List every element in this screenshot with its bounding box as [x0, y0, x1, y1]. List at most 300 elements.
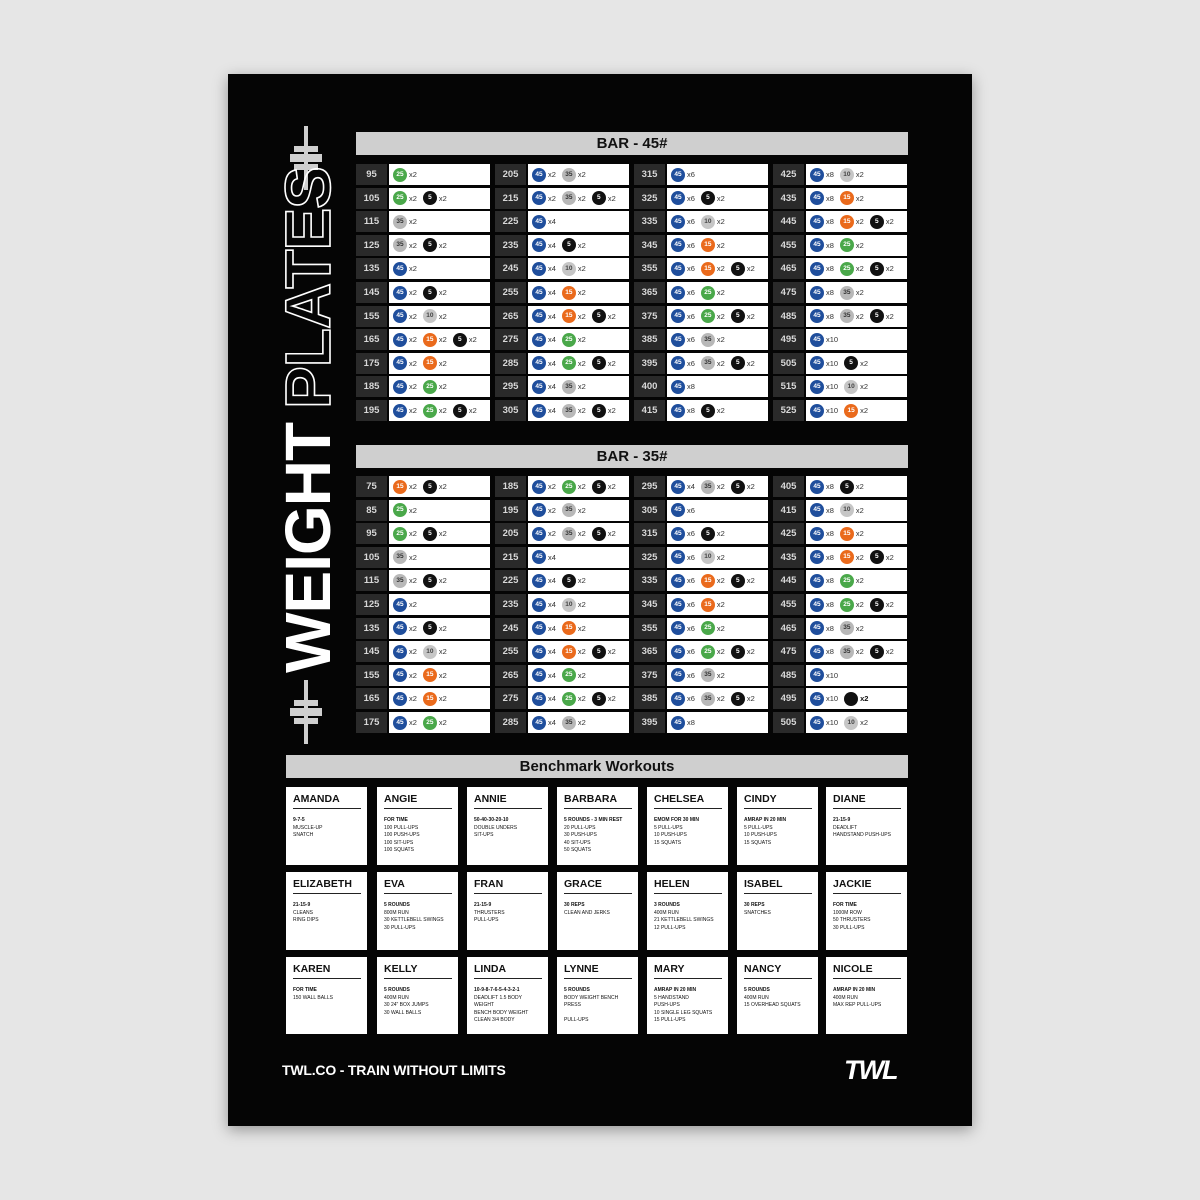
workout-name: DIANE	[833, 793, 901, 809]
plate-quantity: x2	[548, 193, 556, 203]
workout-details	[474, 987, 542, 1025]
workout-movement: 400M RUN	[833, 994, 858, 1001]
plate-5-icon: 5	[840, 480, 854, 494]
plate-25-icon: 25	[393, 191, 407, 205]
workout-details	[744, 987, 812, 1010]
plate-quantity: x2	[716, 311, 725, 321]
plate-45-icon: 45	[810, 574, 824, 588]
plate-45-icon: 45	[532, 574, 546, 588]
plate-cell	[495, 353, 629, 374]
plate-45-icon: 45	[810, 238, 824, 252]
plate-45-icon: 45	[532, 168, 546, 182]
plate-45-icon: 45	[810, 598, 824, 612]
plate-5-icon: 5	[701, 527, 715, 541]
plate-combo	[806, 282, 907, 303]
plate-combo	[528, 641, 629, 662]
plate-combo	[806, 188, 907, 209]
plate-45-icon: 45	[810, 168, 824, 182]
workout-name: ISABEL	[744, 878, 812, 894]
total-weight: 505	[773, 712, 804, 733]
plate-combo	[389, 712, 490, 733]
plate-45-icon: 45	[671, 404, 685, 418]
title-word-weight: WEIGHT	[272, 422, 344, 673]
total-weight: 335	[634, 211, 665, 232]
plate-combo	[806, 476, 907, 497]
plate-cell	[495, 523, 629, 544]
plate-combo	[806, 353, 907, 374]
workout-movement: 100 PULL-UPS	[384, 824, 419, 831]
workout-name: LYNNE	[564, 963, 632, 979]
total-weight: 375	[634, 306, 665, 327]
plate-45-icon: 45	[671, 309, 685, 323]
plate-45-icon: 45	[532, 692, 546, 706]
plate-45-icon: 45	[532, 480, 546, 494]
workout-name: CHELSEA	[654, 793, 722, 809]
plate-15-icon: 15	[840, 550, 854, 564]
plate-45-icon: 45	[810, 527, 824, 541]
plate-45-icon: 45	[393, 598, 407, 612]
plate-quantity: x2	[855, 623, 864, 633]
workout-movement: 5 HANDSTAND	[654, 994, 689, 1001]
plate-15-icon: 15	[562, 309, 576, 323]
plate-combo	[806, 523, 907, 544]
plate-45-icon: 45	[393, 333, 407, 347]
footer-tagline: TWL.CO - TRAIN WITHOUT LIMITS	[282, 1062, 506, 1078]
plate-quantity: x2	[577, 482, 586, 491]
plate-cell	[356, 712, 490, 733]
workout-details	[293, 987, 361, 1002]
workout-scheme: AMRAP IN 20 MIN	[654, 987, 697, 993]
total-weight: 225	[495, 211, 526, 232]
plate-cell	[634, 594, 768, 615]
plate-quantity: x2	[409, 694, 417, 704]
total-weight: 365	[634, 641, 665, 662]
workout-movement: 20 PULL-UPS	[564, 824, 596, 831]
plate-35-icon: 35	[562, 404, 576, 418]
plate-quantity: x6	[687, 264, 695, 274]
plate-row	[356, 211, 908, 232]
plate-row	[356, 164, 908, 185]
plate-combo	[667, 235, 768, 256]
plate-quantity: x2	[438, 335, 447, 345]
workout-card	[286, 957, 367, 1034]
workout-scheme: 21-15-9	[474, 902, 492, 908]
plate-quantity: x2	[438, 623, 447, 633]
workout-movement: 40 SIT-UPS	[564, 839, 591, 846]
workout-scheme: 5 ROUNDS	[564, 987, 590, 993]
plate-25-icon: 25	[423, 716, 437, 730]
plate-25-icon: 25	[562, 692, 576, 706]
plate-45-icon: 45	[810, 668, 824, 682]
plate-45-icon: 45	[671, 550, 685, 564]
plate-quantity: x2	[716, 600, 725, 609]
plate-quantity: x4	[548, 264, 556, 274]
plate-combo	[389, 164, 490, 185]
plate-25-icon: 25	[701, 645, 715, 659]
plate-quantity: x6	[687, 647, 695, 657]
plate-combo	[528, 282, 629, 303]
plate-35-icon: 35	[393, 550, 407, 564]
total-weight: 155	[356, 665, 387, 686]
plate-45-icon: 45	[810, 262, 824, 276]
plate-quantity: x4	[548, 694, 556, 704]
total-weight: 175	[356, 712, 387, 733]
plate-quantity: x2	[409, 335, 417, 345]
plate-35-icon: 35	[562, 191, 576, 205]
plate-15-icon: 15	[840, 215, 854, 229]
plate-quantity: x2	[716, 264, 725, 274]
plate-combo	[528, 188, 629, 209]
plate-combo	[806, 306, 907, 327]
plate-quantity: x8	[826, 600, 834, 609]
workout-card	[557, 872, 638, 950]
workout-card	[647, 957, 728, 1034]
workout-movement: THRUSTERS	[474, 909, 505, 916]
plate-45-icon: 45	[532, 527, 546, 541]
workout-movement: BENCH BODY WEIGHT	[474, 1009, 529, 1016]
plate-5-icon: 5	[731, 645, 745, 659]
workout-movement: 5 PULL-UPS	[744, 824, 773, 831]
plate-quantity: x10	[826, 358, 839, 368]
plate-combo	[806, 570, 907, 591]
plate-quantity: x2	[409, 552, 417, 562]
plate-cell	[356, 500, 490, 521]
plate-5-icon: 5	[870, 309, 884, 323]
plate-cell	[495, 235, 629, 256]
plate-25-icon: 25	[701, 621, 715, 635]
plate-quantity: x2	[716, 670, 725, 680]
plate-combo	[528, 594, 629, 615]
plate-row	[356, 306, 908, 327]
plate-25-icon: 25	[393, 503, 407, 517]
plate-row	[356, 500, 908, 521]
workout-name: BARBARA	[564, 793, 632, 809]
plate-cell	[634, 618, 768, 639]
plate-25-icon: 25	[840, 262, 854, 276]
total-weight: 405	[773, 476, 804, 497]
plate-quantity: x2	[409, 264, 417, 274]
plate-cell	[773, 688, 907, 709]
plate-5-icon: 5	[701, 191, 715, 205]
plate-15-icon: 15	[701, 598, 715, 612]
workout-movement	[564, 1010, 632, 1018]
plate-combo	[389, 282, 490, 303]
plate-combo	[806, 500, 907, 521]
plate-quantity: x8	[826, 505, 834, 515]
workout-card	[557, 787, 638, 865]
total-weight: 185	[356, 376, 387, 397]
plate-combo	[806, 258, 907, 279]
workout-card	[377, 787, 458, 865]
plate-combo	[389, 500, 490, 521]
total-weight: 385	[634, 688, 665, 709]
plate-quantity: x2	[409, 382, 417, 392]
plate-quantity: x2	[577, 694, 586, 704]
plate-combo	[389, 665, 490, 686]
plate-35-icon: 35	[562, 527, 576, 541]
plate-cell	[356, 618, 490, 639]
workout-scheme: EMOM FOR 30 MIN	[654, 817, 700, 823]
plate-15-icon: 15	[423, 356, 437, 370]
workout-scheme: 30 REPS	[744, 902, 765, 908]
plate-combo	[806, 376, 907, 397]
plate-quantity: x2	[577, 406, 586, 415]
workout-movement: 800M RUN	[384, 909, 409, 916]
workout-movement: 1000M ROW	[833, 909, 862, 916]
total-weight: 145	[356, 282, 387, 303]
plate-5-icon: 5	[731, 574, 745, 588]
plate-combo	[528, 712, 629, 733]
workout-card	[286, 787, 367, 865]
plate-quantity: x2	[855, 552, 864, 562]
plate-45-icon: 45	[671, 645, 685, 659]
total-weight: 185	[495, 476, 526, 497]
plate-quantity: x2	[409, 193, 417, 203]
plate-combo	[667, 376, 768, 397]
total-weight: 365	[634, 282, 665, 303]
plate-15-icon: 15	[840, 191, 854, 205]
plate-5-icon: 5	[592, 404, 606, 418]
plate-quantity: x4	[548, 335, 556, 345]
plate-quantity: x2	[438, 406, 447, 415]
plate-combo	[806, 329, 907, 350]
total-weight: 325	[634, 188, 665, 209]
total-weight: 400	[634, 376, 665, 397]
workout-name: KELLY	[384, 963, 452, 979]
total-weight: 315	[634, 164, 665, 185]
plate-quantity: x2	[438, 240, 447, 250]
plate-combo	[389, 570, 490, 591]
plate-quantity: x4	[548, 240, 556, 250]
plate-cell	[634, 353, 768, 374]
plate-quantity: x8	[826, 217, 834, 227]
plate-quantity: x4	[548, 552, 556, 562]
plate-quantity: x4	[548, 358, 556, 368]
plate-quantity: x2	[438, 529, 447, 539]
plate-15-icon: 15	[423, 692, 437, 706]
workout-movement: CLEAN AND JERKS	[564, 909, 610, 916]
plate-combo	[389, 523, 490, 544]
plate-10-icon: 10	[840, 168, 854, 182]
plate-quantity: x6	[687, 529, 695, 539]
workout-movement: MUSCLE-UP	[293, 824, 323, 831]
plate-combo	[667, 665, 768, 686]
plate-cell	[356, 306, 490, 327]
plate-cell	[495, 594, 629, 615]
plate-cell	[356, 523, 490, 544]
plate-quantity: x2	[885, 552, 894, 562]
plate-45-icon: 45	[671, 527, 685, 541]
plate-cell	[773, 282, 907, 303]
workout-scheme: 30 REPS	[564, 902, 585, 908]
total-weight: 155	[356, 306, 387, 327]
title-word-plates: PLATES	[272, 167, 344, 409]
plate-quantity: x2	[860, 694, 869, 704]
plate-combo	[667, 188, 768, 209]
plate-combo	[389, 329, 490, 350]
plate-25-icon: 25	[562, 356, 576, 370]
plate-quantity: x2	[855, 600, 864, 609]
plate-cell	[773, 712, 907, 733]
plate-combo	[528, 500, 629, 521]
plate-cell	[773, 329, 907, 350]
plate-15-icon: 15	[844, 404, 858, 418]
plate-quantity: x2	[409, 670, 417, 680]
plate-cell	[495, 376, 629, 397]
workout-movement: 30 PULL-UPS	[384, 924, 416, 931]
total-weight: 125	[356, 594, 387, 615]
plate-quantity: x2	[577, 600, 586, 609]
plate-45-icon: 45	[532, 286, 546, 300]
plate-15-icon: 15	[562, 621, 576, 635]
workout-name: KAREN	[293, 963, 361, 979]
plate-cell	[773, 476, 907, 497]
plate-cell	[634, 688, 768, 709]
plate-45-icon: 45	[810, 380, 824, 394]
plate-quantity: x2	[409, 170, 417, 179]
total-weight: 375	[634, 665, 665, 686]
plate-cell	[773, 500, 907, 521]
workout-movement: 30 PULL-UPS	[833, 924, 865, 931]
plate-quantity: x6	[687, 576, 695, 586]
plate-quantity: x4	[548, 311, 556, 321]
plate-combo	[667, 523, 768, 544]
plate-10-icon: 10	[701, 550, 715, 564]
total-weight: 515	[773, 376, 804, 397]
plate-quantity: x2	[577, 382, 586, 392]
plate-combo	[806, 641, 907, 662]
plate-quantity: x2	[409, 600, 417, 609]
plate-quantity: x4	[548, 406, 556, 415]
plate-quantity: x8	[826, 482, 834, 491]
workout-scheme: 3 ROUNDS	[654, 902, 680, 908]
plate-10-icon: 10	[423, 309, 437, 323]
plate-10-icon: 10	[423, 645, 437, 659]
plate-quantity: x2	[716, 193, 725, 203]
total-weight: 295	[634, 476, 665, 497]
plate-quantity: x2	[746, 576, 755, 586]
plate-45-icon: 45	[393, 286, 407, 300]
plate-quantity: x2	[746, 311, 755, 321]
total-weight: 205	[495, 164, 526, 185]
plate-25-icon: 25	[393, 168, 407, 182]
plate-combo	[528, 476, 629, 497]
plate-cell	[356, 353, 490, 374]
workout-name: ELIZABETH	[293, 878, 361, 894]
total-weight: 265	[495, 665, 526, 686]
plate-quantity: x4	[548, 670, 556, 680]
plate-cell	[356, 476, 490, 497]
plate-combo	[806, 618, 907, 639]
plate-cell	[634, 376, 768, 397]
plate-5-icon: 5	[562, 238, 576, 252]
plate-25-icon: 25	[562, 333, 576, 347]
plate-quantity: x6	[687, 694, 695, 704]
workout-scheme: 5 ROUNDS - 3 MIN REST	[564, 817, 623, 823]
workout-scheme: 5 ROUNDS	[384, 902, 410, 908]
workout-movement: PRESS	[564, 1002, 581, 1009]
plate-combo	[806, 594, 907, 615]
plate-45-icon: 45	[393, 692, 407, 706]
workout-card	[737, 957, 818, 1034]
workout-card	[286, 872, 367, 950]
plate-45-icon: 45	[671, 692, 685, 706]
plate-combo	[389, 211, 490, 232]
plate-35-icon: 35	[562, 503, 576, 517]
plate-45-icon: 45	[810, 333, 824, 347]
workout-card	[467, 957, 548, 1034]
total-weight: 435	[773, 188, 804, 209]
total-weight: 175	[356, 353, 387, 374]
workout-details	[744, 902, 812, 917]
plate-quantity: x6	[687, 240, 695, 250]
plate-quantity: x4	[548, 600, 556, 609]
workout-scheme: AMRAP IN 20 MIN	[833, 987, 876, 993]
workout-movement: 15 PULL-UPS	[654, 1017, 686, 1024]
plate-quantity: x8	[826, 170, 834, 179]
workout-movement: 5 PULL-UPS	[654, 824, 683, 831]
bar-35-header: BAR - 35#	[356, 445, 908, 468]
plate-quantity: x8	[687, 718, 695, 727]
plate-45-icon: 45	[532, 356, 546, 370]
workout-card	[826, 957, 907, 1034]
workout-scheme: FOR TIME	[833, 902, 857, 908]
plate-combo	[528, 400, 629, 421]
workout-name: ANNIE	[474, 793, 542, 809]
total-weight: 505	[773, 353, 804, 374]
workout-movement: 50 SQUATS	[564, 847, 592, 854]
plate-quantity: x2	[855, 311, 864, 321]
plate-quantity: x6	[687, 600, 695, 609]
workout-name: EVA	[384, 878, 452, 894]
plate-row	[356, 400, 908, 421]
total-weight: 435	[773, 547, 804, 568]
plate-35-icon: 35	[562, 168, 576, 182]
plate-quantity: x2	[438, 576, 447, 586]
workout-movement: 30 KETTLEBELL SWINGS	[384, 917, 444, 924]
plate-combo	[389, 353, 490, 374]
total-weight: 285	[495, 353, 526, 374]
workout-movement: CLEAN 3/4 BODY	[474, 1017, 515, 1024]
total-weight: 275	[495, 329, 526, 350]
plate-row	[356, 235, 908, 256]
plate-quantity: x2	[860, 358, 869, 368]
plate-row	[356, 353, 908, 374]
plate-quantity: x2	[468, 335, 477, 345]
plate-25-icon: 25	[840, 598, 854, 612]
plate-45-icon: 45	[810, 215, 824, 229]
total-weight: 345	[634, 235, 665, 256]
total-weight: 245	[495, 618, 526, 639]
plate-5-icon: 5	[592, 480, 606, 494]
workout-movement: SIT-UPS	[474, 832, 494, 839]
workout-movement: 15 SQUATS	[654, 839, 682, 846]
total-weight: 305	[495, 400, 526, 421]
plate-combo	[667, 594, 768, 615]
plate-combo	[667, 211, 768, 232]
plate-quantity: x8	[826, 623, 834, 633]
plate-quantity: x6	[687, 358, 695, 368]
plate-45-icon: 45	[393, 716, 407, 730]
plate-35-icon: 35	[562, 380, 576, 394]
workout-details	[833, 902, 901, 932]
plate-row	[356, 594, 908, 615]
plate-25-icon: 25	[423, 380, 437, 394]
plate-quantity: x2	[577, 529, 586, 539]
plate-quantity: x4	[548, 288, 556, 297]
plate-cell	[356, 641, 490, 662]
plate-45-icon: 45	[532, 309, 546, 323]
